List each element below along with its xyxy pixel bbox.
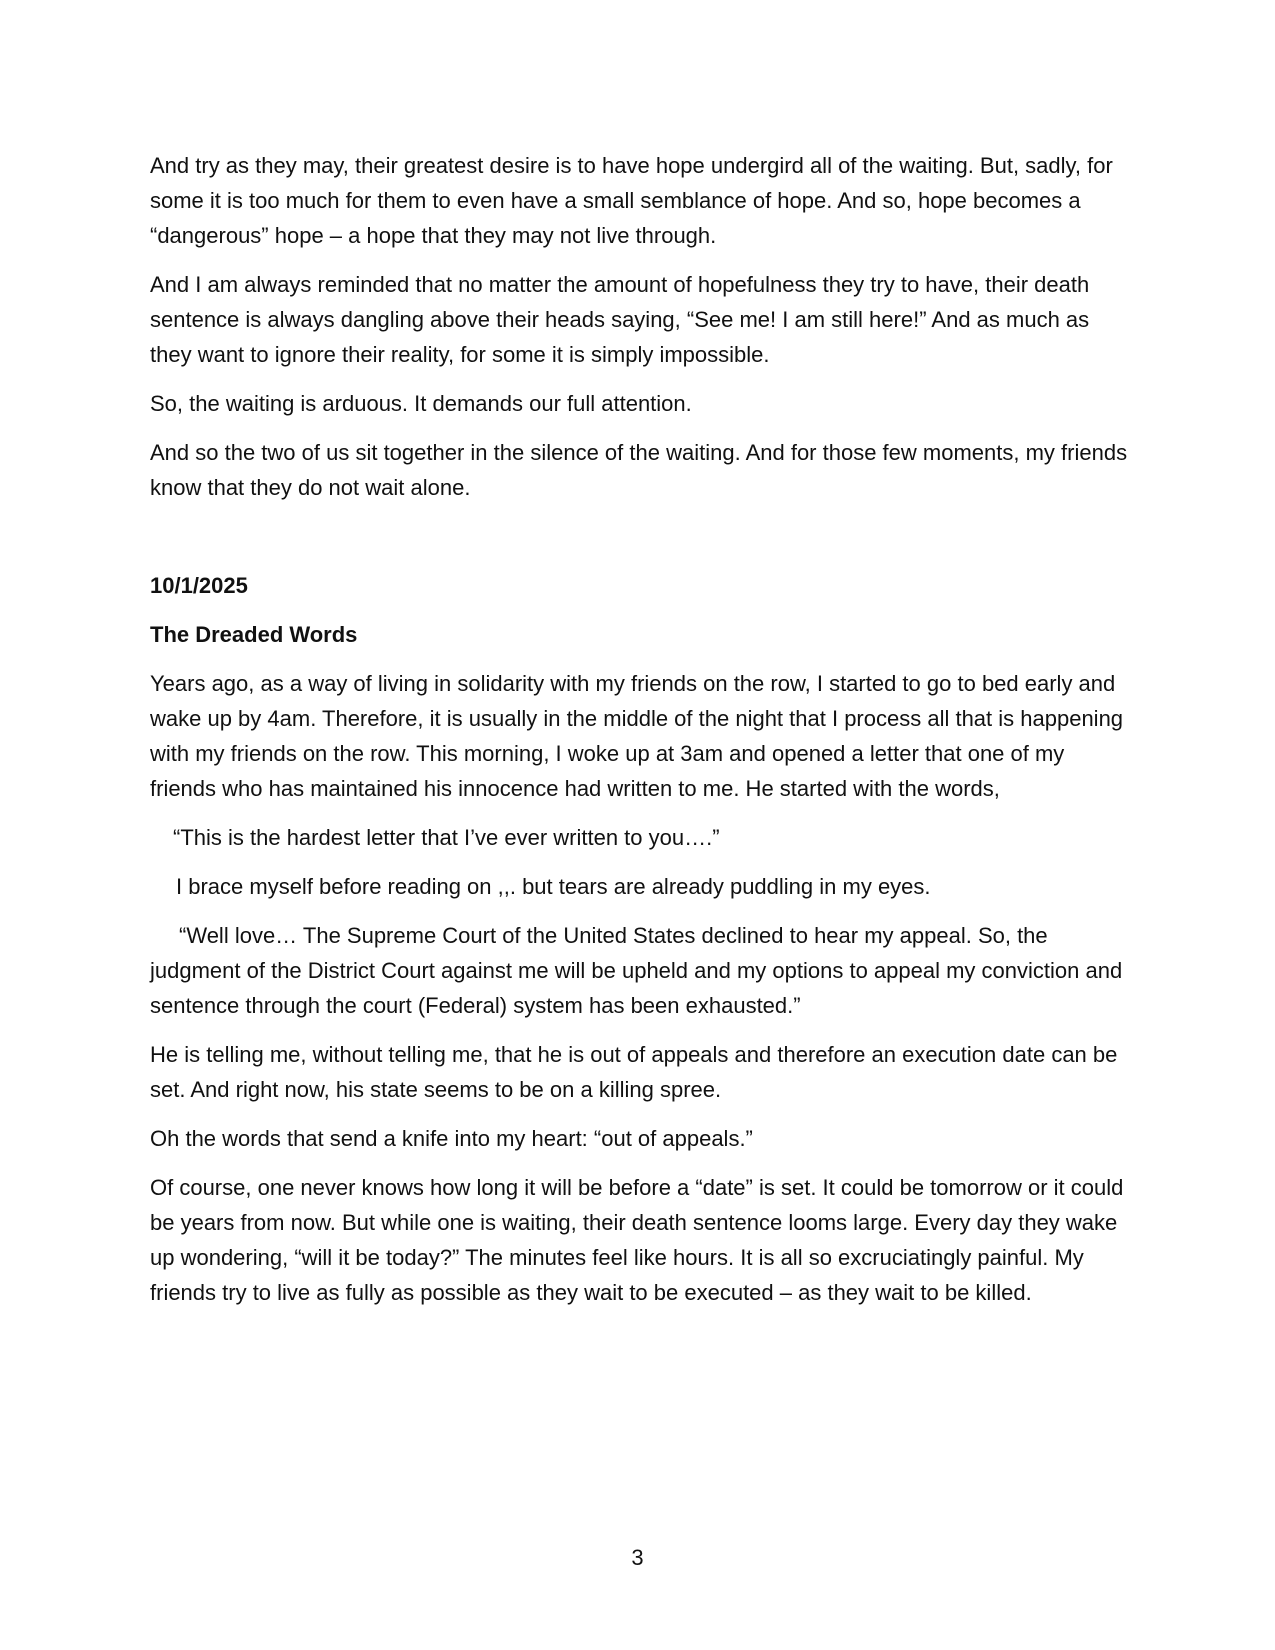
quoted-letter-paragraph: “Well love… The Supreme Court of the United States declined to hear my appeal. So, the judgment of the District Court against me will be upheld and my options to appeal my conviction and sentence through the court (Federal) system has been exhausted.”: [150, 923, 1123, 1018]
body-paragraph: So, the waiting is arduous. It demands our full attention.: [150, 391, 692, 416]
section-gap: [150, 519, 1130, 568]
page-body: [150, 148, 1130, 1324]
entry-date: 10/1/2025: [150, 573, 248, 598]
quoted-letter-line: “This is the hardest letter that I’ve ever written to you….”: [173, 825, 720, 850]
body-paragraph: Of course, one never knows how long it will be before a “date” is set. It could be tomorrow or it could be years from now. But while one is waiting, their death sentence looms large. Every day they wake up wondering, “will it be today?” The minutes feel like hours. It is all so excruciatingly painful. My friends try to live as fully as possible as they wait to be executed – as they wait to be killed.: [150, 1175, 1124, 1305]
body-paragraph: I brace myself before reading on ,,. but tears are already puddling in my eyes.: [176, 874, 931, 899]
body-paragraph: Oh the words that send a knife into my heart: “out of appeals.”: [150, 1126, 753, 1151]
body-paragraph: And I am always reminded that no matter the amount of hopefulness they try to have, their death sentence is always dangling above their heads saying, “See me! I am still here!” And as much as they want to ignore their reality, for some it is simply impossible.: [150, 272, 1090, 367]
page-number: 3: [631, 1545, 644, 1570]
body-paragraph: He is telling me, without telling me, that he is out of appeals and therefore an execution date can be set. And right now, his state seems to be on a killing spree.: [150, 1042, 1118, 1102]
body-paragraph: And try as they may, their greatest desire is to have hope undergird all of the waiting. But, sadly, for some it is too much for them to even have a small semblance of hope. And so, hope becomes a “dangerous” hope – a hope that they may not live through.: [150, 153, 1113, 248]
body-paragraph: Years ago, as a way of living in solidarity with my friends on the row, I started to go to bed early and wake up by 4am. Therefore, it is usually in the middle of the night that I process all that is happening with my friends on the row. This morning, I woke up at 3am and opened a letter that one of my friends who has maintained his innocence had written to me. He started with the words,: [150, 671, 1124, 801]
entry-title: The Dreaded Words: [150, 622, 358, 647]
body-paragraph: And so the two of us sit together in the silence of the waiting. And for those few moments, my friends know that they do not wait alone.: [150, 440, 1128, 500]
